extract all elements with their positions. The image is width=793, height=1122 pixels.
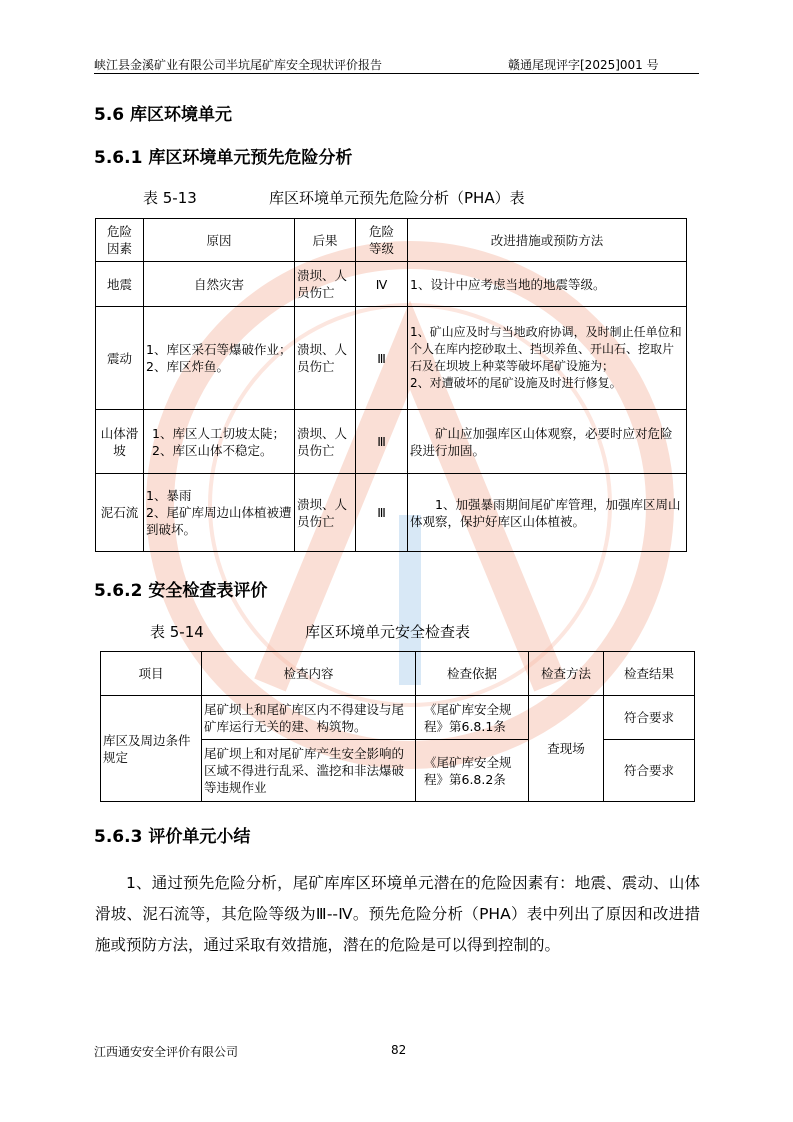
header-doc-number: 赣通尾现评字[2025]001 号 xyxy=(508,58,659,72)
header-cell: 危险 等级 xyxy=(356,219,408,262)
table-header-row xyxy=(101,652,695,696)
measure-cell: 1、设计中应考虑当地的地震等级。 xyxy=(408,262,687,307)
page-number: 82 xyxy=(391,1043,407,1057)
cause-cell: 1、暴雨 2、尾矿库周边山体植被遭到破坏。 xyxy=(144,474,295,552)
result-cell: 溃坝、人员伤亡 xyxy=(295,410,356,474)
header-cell: 后果 xyxy=(295,219,356,262)
result-cell: 符合要求 xyxy=(604,696,695,740)
cause-cell: 1、库区采石等爆破作业； 2、库区炸鱼。 xyxy=(144,307,295,410)
factor-cell: 山体滑坡 xyxy=(96,410,144,474)
table-row xyxy=(96,307,687,410)
header-cell: 改进措施或预防方法 xyxy=(408,219,687,262)
item-cell: 库区及周边条件规定 xyxy=(101,696,202,802)
factor-cell: 震动 xyxy=(96,307,144,410)
table2-caption-number: 表 5-14 xyxy=(150,623,204,641)
header-cell: 原因 xyxy=(144,219,295,262)
pha-table xyxy=(95,218,687,552)
header-cell: 危险 因素 xyxy=(96,219,144,262)
measure-cell: 1、矿山应及时与当地政府协调，及时制止任单位和个人在库内挖砂取土、挡坝养鱼、开山石、挖取片石及在坝坡上种菜等破坏尾矿设施为； 2、对遭破坏的尾矿设施及时进行修复。 xyxy=(408,307,687,410)
table1-caption-title: 库区环境单元预先危险分析（PHA）表 xyxy=(269,189,525,207)
factor-cell: 地震 xyxy=(96,262,144,307)
checklist-table xyxy=(100,651,695,802)
table-row xyxy=(96,410,687,474)
result-cell: 符合要求 xyxy=(604,740,695,802)
subsection-title-checklist: 5.6.2 安全检查表评价 xyxy=(94,581,268,601)
level-cell: Ⅲ xyxy=(356,410,408,474)
table1-caption-number: 表 5-13 xyxy=(143,189,197,207)
summary-paragraph: 1、通过预先危险分析，尾矿库库区环境单元潜在的危险因素有：地震、震动、山体滑坡、泥石流等，其危险等级为Ⅲ--Ⅳ。预先危险分析（PHA）表中列出了原因和改进措施或预防方法，通过采取有效措施，潜在的危险是可以得到控制的。 xyxy=(95,874,700,954)
subsection-title-summary: 5.6.3 评价单元小结 xyxy=(94,827,251,847)
table-row xyxy=(101,696,695,740)
cause-cell: 1、库区人工切坡太陡； 2、库区山体不稳定。 xyxy=(144,410,295,474)
measure-cell: 矿山应加强库区山体观察，必要时应对危险段进行加固。 xyxy=(408,410,687,474)
header-cell: 检查内容 xyxy=(202,652,416,696)
measure-cell: 1、加强暴雨期间尾矿库管理，加强库区周山体观察，保护好库区山体植被。 xyxy=(408,474,687,552)
section-title: 5.6 库区环境单元 xyxy=(94,105,233,125)
header-cell: 检查结果 xyxy=(604,652,695,696)
header-cell: 项目 xyxy=(101,652,202,696)
header-cell: 检查依据 xyxy=(416,652,529,696)
factor-cell: 泥石流 xyxy=(96,474,144,552)
header-title: 峡江县金溪矿业有限公司半坑尾矿库安全现状评价报告 xyxy=(94,58,383,72)
header-divider xyxy=(94,73,699,74)
basis-cell: 《尾矿库安全规程》第6.8.2条 xyxy=(416,740,529,802)
basis-cell: 《尾矿库安全规程》第6.8.1条 xyxy=(416,696,529,740)
result-cell: 溃坝、人员伤亡 xyxy=(295,474,356,552)
result-cell: 溃坝、人员伤亡 xyxy=(295,262,356,307)
subsection-title-pha: 5.6.1 库区环境单元预先危险分析 xyxy=(94,148,353,168)
footer-company: 江西通安安全评价有限公司 xyxy=(94,1045,239,1059)
cause-cell: 自然灾害 xyxy=(144,262,295,307)
table-row xyxy=(96,474,687,552)
content-cell: 尾矿坝上和尾矿库区内不得建设与尾矿库运行无关的建、构筑物。 xyxy=(202,696,416,740)
level-cell: Ⅲ xyxy=(356,474,408,552)
result-cell: 溃坝、人员伤亡 xyxy=(295,307,356,410)
table2-caption-title: 库区环境单元安全检查表 xyxy=(305,623,471,641)
level-cell: Ⅳ xyxy=(356,262,408,307)
content-cell: 尾矿坝上和对尾矿库产生安全影响的区域不得进行乱采、滥挖和非法爆破等违规作业 xyxy=(202,740,416,802)
table-header-row xyxy=(96,219,687,262)
level-cell: Ⅲ xyxy=(356,307,408,410)
table-row xyxy=(96,262,687,307)
header-cell: 检查方法 xyxy=(529,652,604,696)
method-cell: 查现场 xyxy=(529,696,604,802)
